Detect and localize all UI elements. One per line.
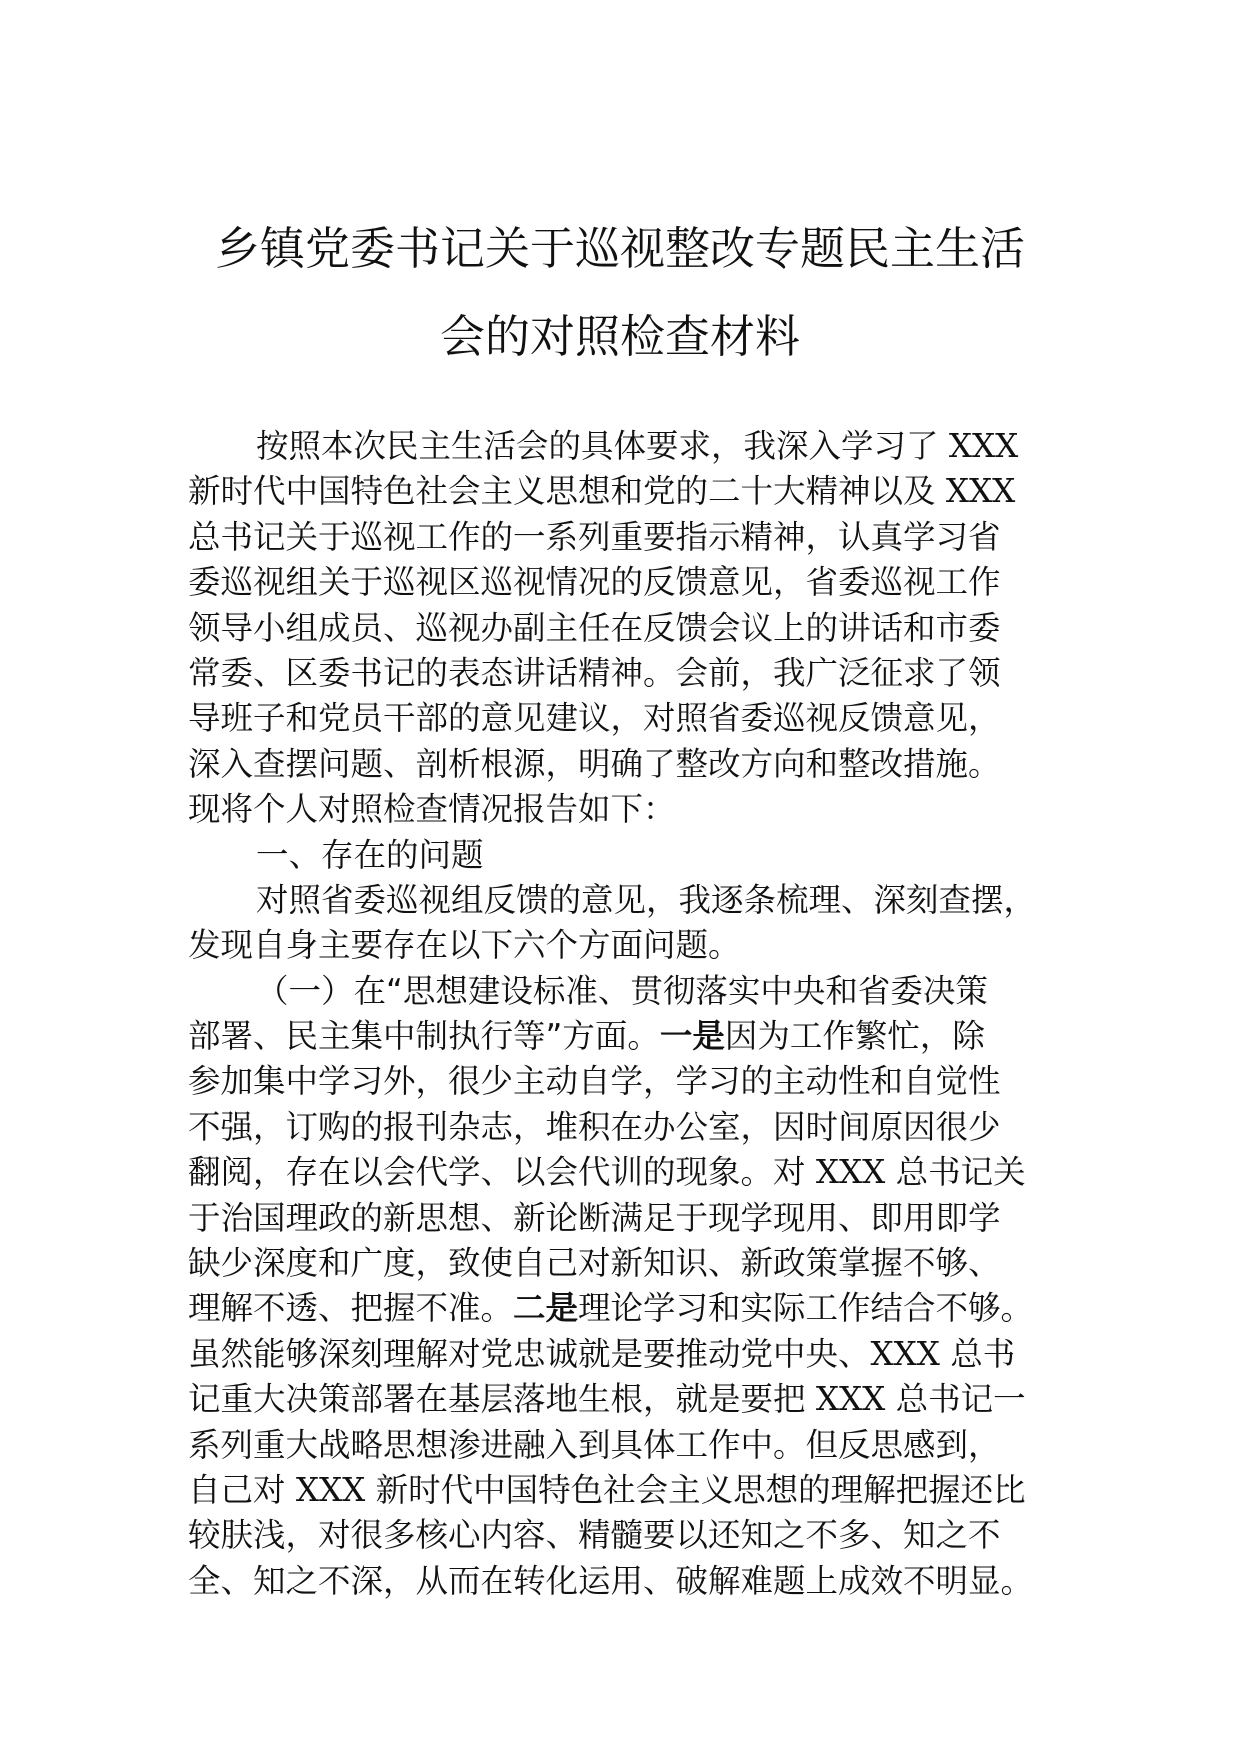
body-text: 按照本次民主生活会的具体要求，我深入学习了 XXX <box>256 427 1019 465</box>
body-text: 较肤浅，对很多核心内容、精髓要以还知之不多、知之不 <box>188 1516 1001 1555</box>
body-text: 深入查摆问题、剖析根源，明确了整改方向和整改措施。 <box>188 744 1001 783</box>
body-line <box>188 742 1068 787</box>
body-text: 领导小组成员、巡视办副主任在反馈会议上的讲话和市委 <box>188 608 1001 647</box>
body-text: 新时代中国特色社会主义思想和党的二十大精神以及 XXX <box>188 472 1016 511</box>
document-title-line-1: 乡镇党委书记关于巡视整改专题民主生活 <box>214 222 1025 275</box>
body-text: 自己对 XXX 新时代中国特色社会主义思想的理解把握还比 <box>188 1470 1026 1509</box>
body-line <box>188 424 1068 469</box>
body-text: 系列重大战略思想渗进融入到具体工作中。但反思感到， <box>188 1425 1001 1464</box>
body-line <box>188 696 1068 741</box>
body-line <box>188 1332 1068 1377</box>
document-title-line-2: 会的对照检查材料 <box>439 310 800 363</box>
body-line <box>188 1559 1068 1604</box>
body-text: 虽然能够深刻理解对党忠诚就是要推动党中央、XXX 总书 <box>188 1334 1016 1373</box>
body-line <box>188 560 1068 605</box>
body-text: 参加集中学习外，很少主动自学，学习的主动性和自觉性 <box>188 1062 1001 1101</box>
body-text: 总书记关于巡视工作的一系列重要指示精神，认真学习省 <box>188 517 1001 556</box>
body-text: 发现自身主要存在以下六个方面问题。 <box>188 926 741 965</box>
body-text: 一、存在的问题 <box>256 835 484 874</box>
body-line <box>188 1468 1068 1513</box>
body-line <box>188 1286 1068 1331</box>
emphasis-text: 一是 <box>659 1017 725 1056</box>
body-line <box>188 1513 1068 1558</box>
body-text: 理论学习和实际工作结合不够。 <box>578 1289 1034 1328</box>
body-text: 委巡视组关于巡视区巡视情况的反馈意见，省委巡视工作 <box>188 563 1001 602</box>
body-text: 理解不透、把握不准。 <box>188 1289 514 1328</box>
body-line <box>188 1423 1068 1468</box>
body-text: 常委、区委书记的表态讲话精神。会前，我广泛征求了领 <box>188 653 1001 692</box>
body-line <box>188 606 1068 651</box>
body-text: 部署、民主集中制执行等”方面。 <box>188 1017 660 1056</box>
body-line <box>188 969 1068 1014</box>
document-body <box>188 424 1068 1604</box>
body-line <box>188 833 1068 878</box>
body-text: 全、知之不深，从而在转化运用、破解难题上成效不明显。 <box>188 1561 1034 1600</box>
body-line <box>188 515 1068 560</box>
body-line <box>188 1014 1068 1059</box>
body-line <box>188 1150 1068 1195</box>
body-text: 缺少深度和广度，致使自己对新知识、新政策掌握不够、 <box>188 1244 1001 1283</box>
body-line <box>188 878 1068 923</box>
body-text: 导班子和党员干部的意见建议，对照省委巡视反馈意见， <box>188 699 1001 738</box>
body-line <box>188 469 1068 514</box>
body-line <box>188 787 1068 832</box>
body-line <box>188 1196 1068 1241</box>
emphasis-text: 二是 <box>513 1289 579 1328</box>
body-line <box>188 1059 1068 1104</box>
body-text: 现将个人对照检查情况报告如下： <box>188 790 676 829</box>
body-line <box>188 1241 1068 1286</box>
body-line <box>188 1105 1068 1150</box>
body-text: 记重大决策部署在基层落地生根，就是要把 XXX 总书记一 <box>188 1380 1026 1419</box>
body-line <box>188 923 1068 968</box>
body-text: 不强，订购的报刊杂志，堆积在办公室，因时间原因很少 <box>188 1107 1001 1146</box>
body-text: 因为工作繁忙，除 <box>724 1017 985 1056</box>
body-line <box>188 651 1068 696</box>
body-text: 翻阅，存在以会代学、以会代训的现象。对 XXX 总书记关 <box>188 1153 1026 1192</box>
body-text: 于治国理政的新思想、新论断满足于现学现用、即用即学 <box>188 1198 1001 1237</box>
body-text: 对照省委巡视组反馈的意见，我逐条梳理、深刻查摆， <box>256 880 1037 919</box>
body-text: （一）在“思想建设标准、贯彻落实中央和省委决策 <box>256 971 988 1010</box>
body-line <box>188 1377 1068 1422</box>
